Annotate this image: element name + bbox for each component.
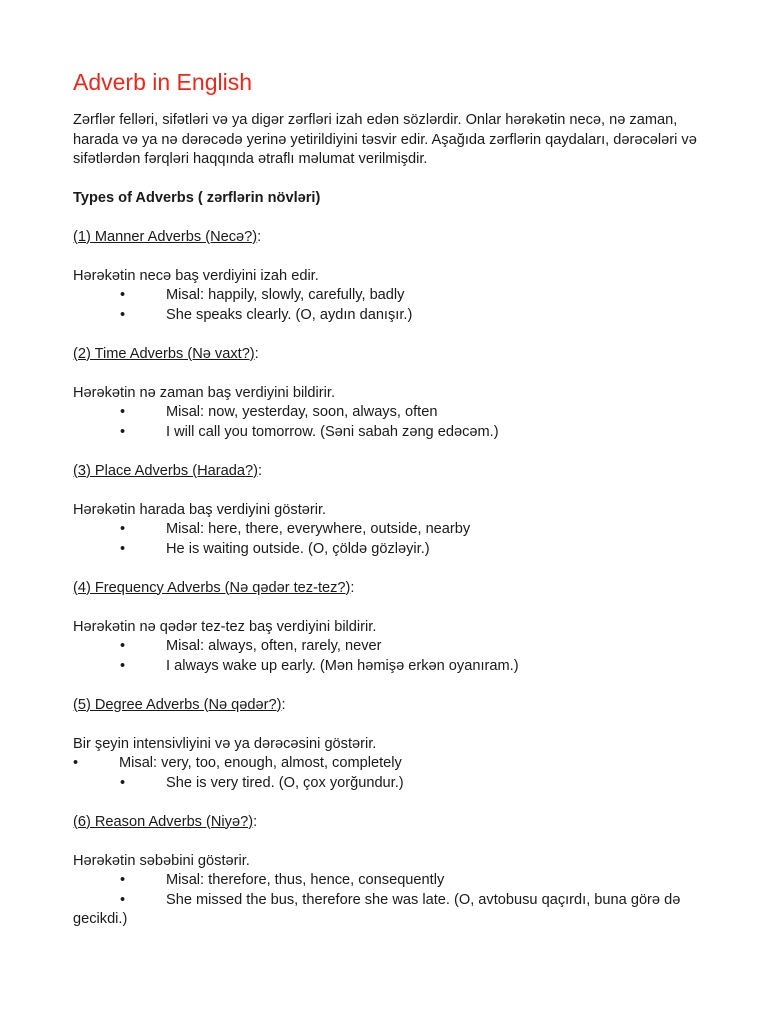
section-manner-adverbs (73, 228, 703, 326)
section-title-colon: : (281, 696, 286, 713)
bullet-text: She missed the bus, therefore she was late. (O, avtobusu qaçırdı, buna görə də gecikdi.) (73, 891, 681, 927)
section-title-text: (5) Degree Adverbs (Nə qədər?) (73, 696, 282, 713)
bullet-icon: • (120, 423, 126, 440)
bullet-icon: • (120, 657, 126, 674)
bullet-icon: • (120, 891, 126, 908)
bullet-item (73, 871, 703, 891)
bullet-text: I will call you tomorrow. (Səni sabah zəng edəcəm.) (166, 423, 499, 440)
bullet-list (73, 754, 703, 793)
bullet-item (73, 286, 703, 306)
section-title-text: (4) Frequency Adverbs (Nə qədər tez-tez?) (73, 579, 351, 596)
section-time-adverbs (73, 345, 703, 443)
bullet-text: Misal: here, there, everywhere, outside, nearby (166, 521, 471, 537)
section-description: Hərəkətin nə zaman baş verdiyini bildirir. (73, 384, 335, 401)
bullet-item (73, 637, 703, 657)
section-description: Hərəkətin necə baş verdiyini izah edir. (73, 267, 319, 284)
section-description: Hərəkətin harada baş verdiyini göstərir. (73, 501, 327, 518)
section-description: Hərəkətin səbəbini göstərir. (73, 852, 250, 869)
bullet-text: Misal: happily, slowly, carefully, badly (166, 287, 405, 303)
section-title-text: (2) Time Adverbs (Nə vaxt?) (73, 345, 255, 362)
bullet-list (73, 286, 703, 325)
bullet-list (73, 403, 703, 442)
bullet-item (73, 754, 703, 774)
bullet-icon: • (120, 306, 126, 323)
bullet-item (73, 657, 703, 677)
bullet-icon: • (73, 755, 79, 771)
bullet-icon: • (120, 521, 126, 537)
bullet-item (73, 891, 703, 930)
section-degree-adverbs (73, 696, 703, 794)
section-description: Bir şeyin intensivliyini və ya dərəcəsini göstərir. (73, 735, 377, 752)
section-title-text: (1) Manner Adverbs (Necə?) (73, 228, 258, 245)
bullet-text: I always wake up early. (Mən həmişə erkən oyanıram.) (166, 657, 519, 674)
section-frequency-adverbs (73, 579, 703, 677)
intro-paragraph: Zərflər felləri, sifətləri və ya digər zərfləri izah edən sözlərdir. Onlar hərəkətin necə, nə zaman, harada və ya nə dərəcədə yerinə yetirildiyini təsvir edir. Aşağıda zərflərin qaydaları, dərəcələri və sifətlərdən fərqləri haqqında ətraflı məlumat verilmişdir. (73, 112, 697, 167)
bullet-item (73, 540, 703, 560)
bullet-icon: • (120, 638, 126, 654)
bullet-text: Misal: therefore, thus, hence, consequently (166, 872, 445, 888)
section-title-text: (3) Place Adverbs (Harada?) (73, 462, 258, 479)
bullet-text: She speaks clearly. (O, aydın danışır.) (166, 306, 413, 323)
section-reason-adverbs (73, 813, 703, 930)
bullet-list (73, 520, 703, 559)
section-title (73, 696, 703, 716)
bullet-icon: • (120, 872, 126, 888)
bullet-item (73, 774, 703, 794)
section-title-text: (6) Reason Adverbs (Niyə?) (73, 813, 254, 830)
bullet-icon: • (120, 404, 126, 420)
section-title-colon: : (257, 462, 262, 479)
section-title (73, 345, 703, 365)
bullet-text: Misal: very, too, enough, almost, completely (119, 755, 402, 771)
bullet-icon: • (120, 774, 126, 791)
bullet-list (73, 637, 703, 676)
section-title-colon: : (254, 345, 259, 362)
section-title (73, 813, 703, 833)
bullet-text: Misal: always, often, rarely, never (166, 638, 382, 654)
bullet-item (73, 306, 703, 326)
section-title (73, 579, 703, 599)
section-title (73, 462, 703, 482)
section-title-colon: : (350, 579, 355, 596)
bullet-text: He is waiting outside. (O, çöldə gözləyir.) (166, 540, 430, 557)
types-heading: Types of Adverbs ( zərflərin növləri) (73, 189, 321, 206)
document-page (73, 66, 703, 930)
bullet-item (73, 423, 703, 443)
section-description: Hərəkətin nə qədər tez-tez baş verdiyini bildirir. (73, 618, 377, 635)
bullet-list (73, 871, 703, 930)
section-title (73, 228, 703, 248)
bullet-item (73, 520, 703, 540)
document-title: Adverb in English (73, 69, 252, 95)
bullet-text: Misal: now, yesterday, soon, always, often (166, 404, 438, 420)
section-title-colon: : (253, 813, 258, 830)
bullet-item (73, 403, 703, 423)
bullet-text: She is very tired. (O, çox yorğundur.) (166, 774, 404, 791)
bullet-icon: • (120, 540, 126, 557)
section-title-colon: : (257, 228, 262, 245)
bullet-icon: • (120, 287, 126, 303)
section-place-adverbs (73, 462, 703, 560)
